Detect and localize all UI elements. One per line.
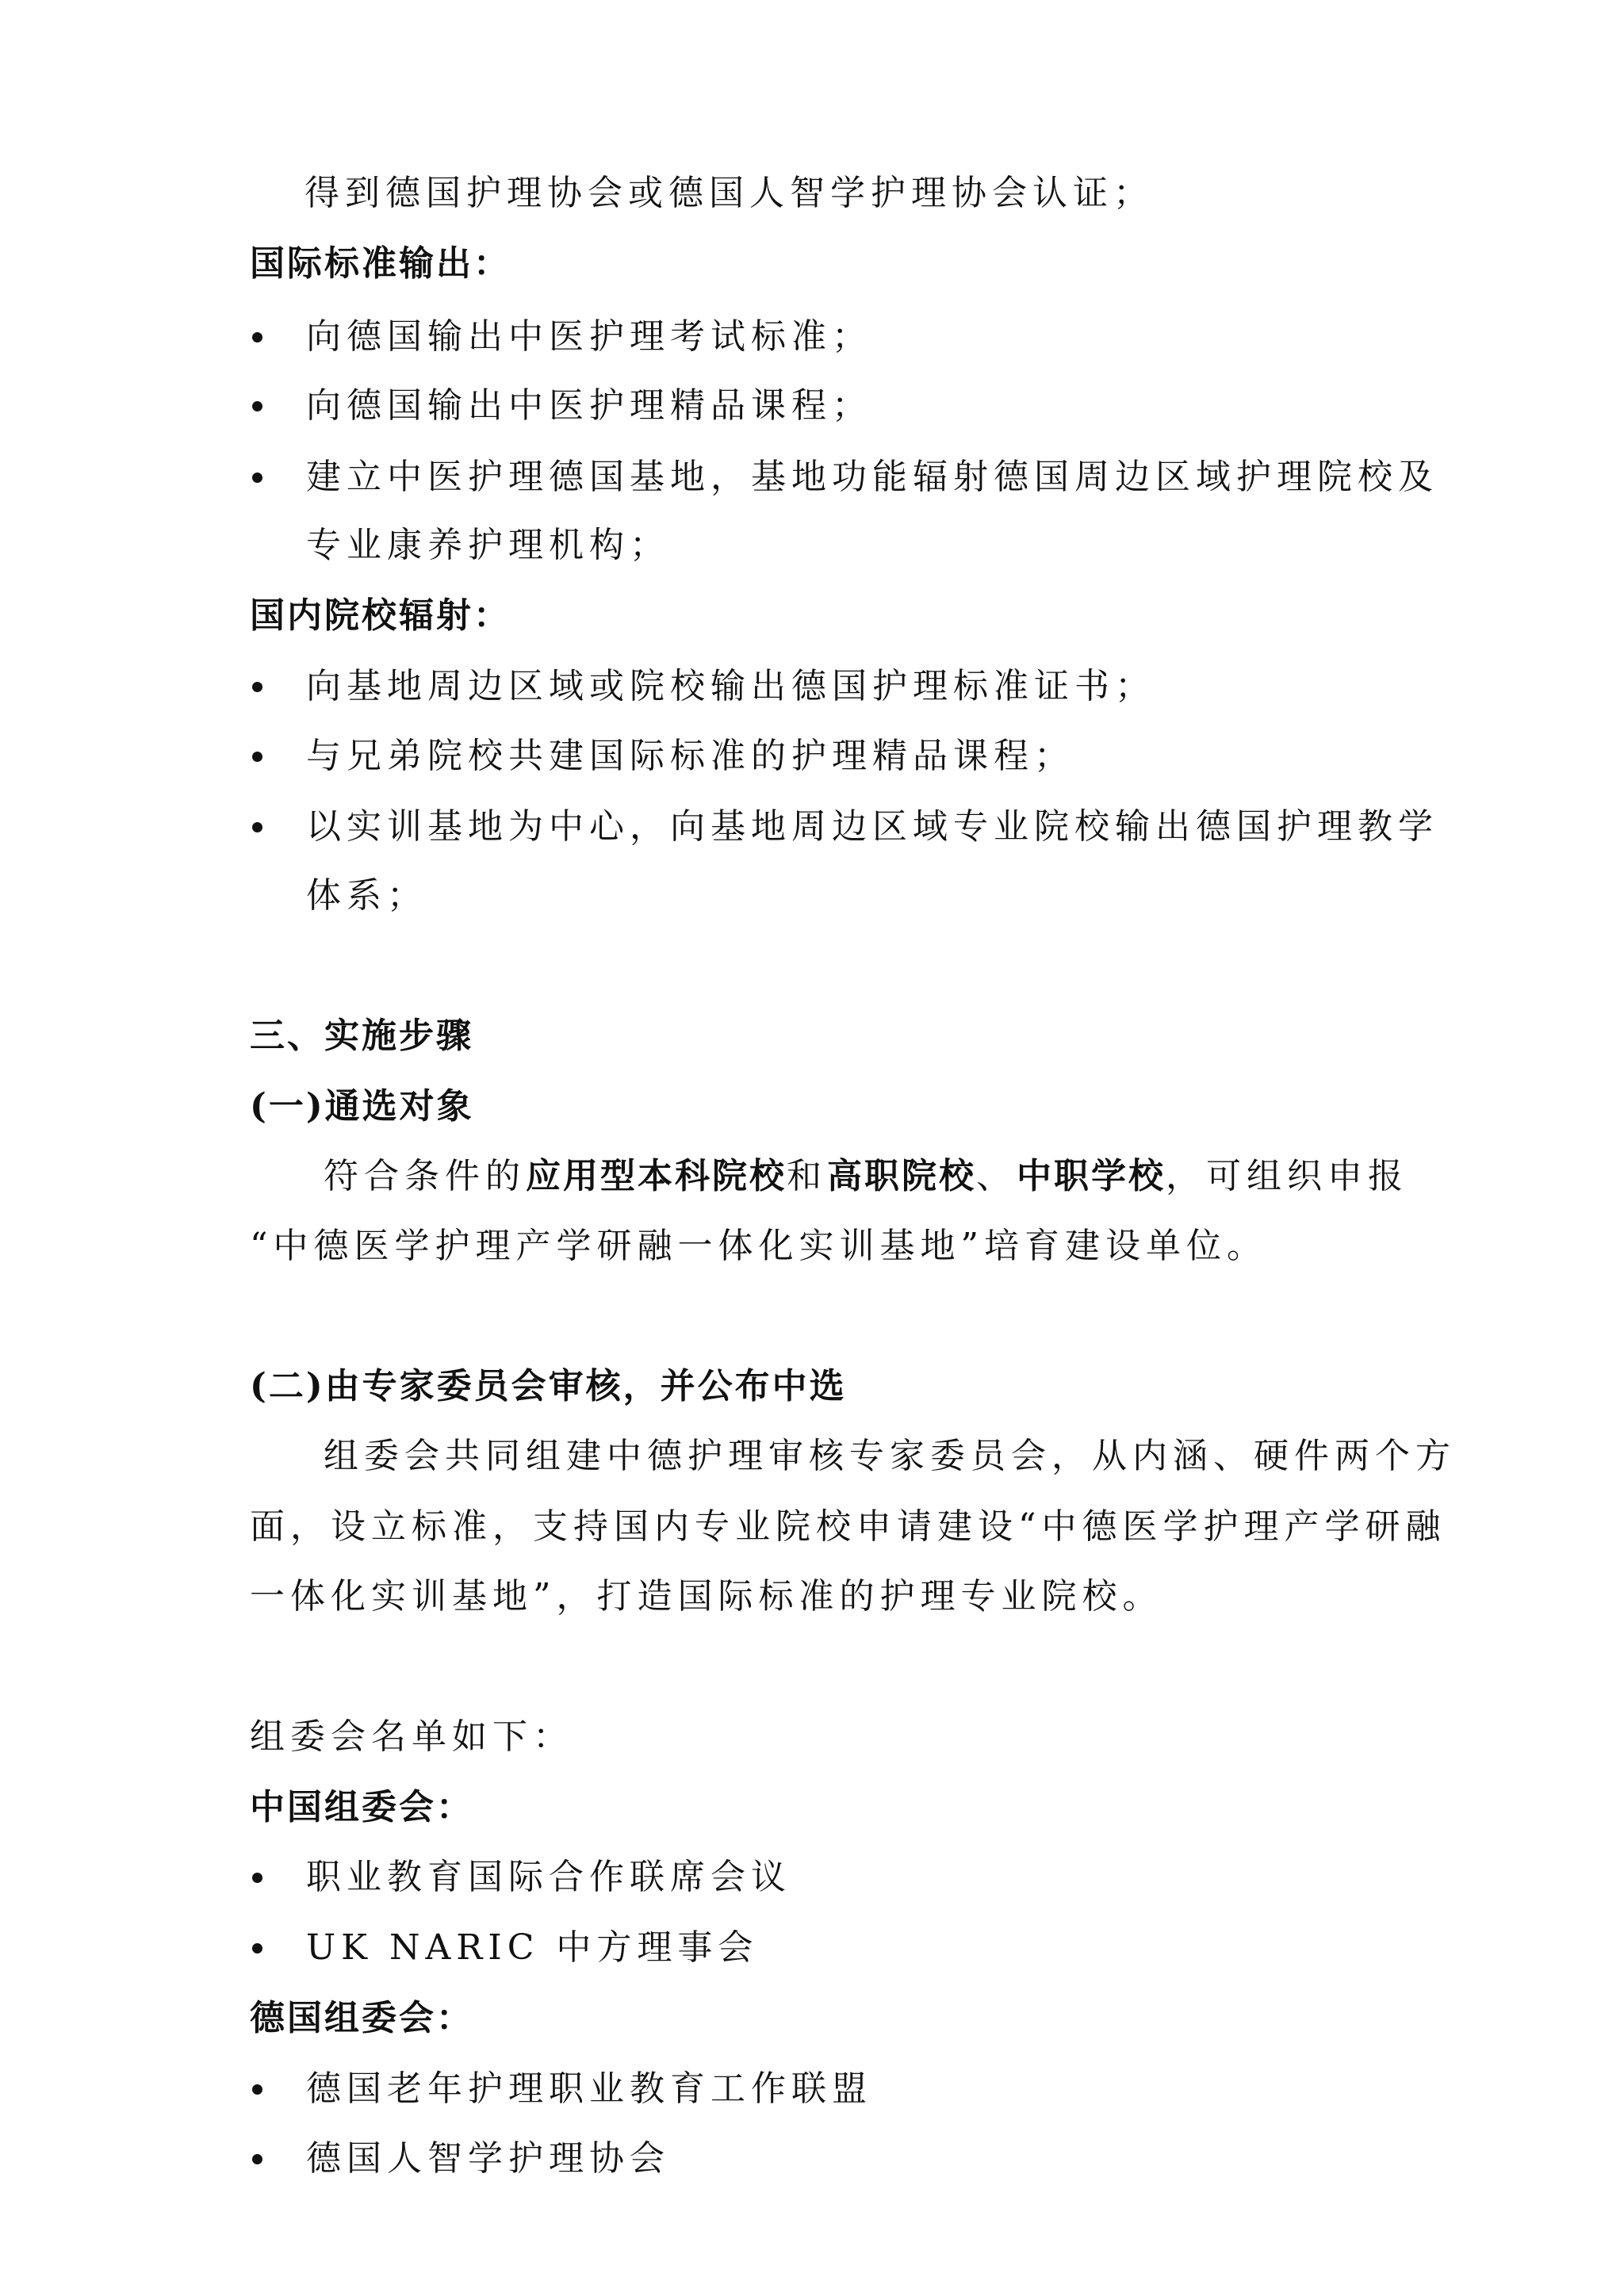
bullet-icon [252,401,262,411]
bullet-icon [252,752,262,762]
list-item: 德国人智学护理协会 [306,2138,670,2179]
list-item: 与兄弟院校共建国际标准的护理精品课程； [306,736,1074,776]
domestic-heading: 国内院校辐射： [250,595,511,636]
bullet-icon [252,2154,262,2164]
text-span: 和 [787,1156,827,1196]
bullet-icon [252,1873,262,1883]
text-span: 、 [976,1156,1017,1196]
international-heading: 国际标准输出： [250,243,511,284]
paragraph-line [324,1153,1408,1200]
text-span: 符合条件的 [324,1156,526,1196]
subsection-heading: (二)由专家委员会审核，并公布中选 [250,1366,847,1406]
paragraph-line: “中德医学护理产学研融一体化实训基地”培育建设单位。 [250,1226,1267,1266]
list-item: 德国老年护理职业教育工作联盟 [306,2068,872,2109]
bullet-icon [252,332,262,342]
subsection-heading: (一)通选对象 [250,1086,474,1127]
list-item: 职业教育国际合作联席会议 [306,1857,791,1897]
bullet-icon [252,822,262,832]
bold-term: 应用型本科院校 [526,1156,787,1196]
germany-committee-heading: 德国组委会： [250,1998,473,2038]
bullet-icon [252,1943,262,1954]
text-span: ，可组织申报 [1166,1156,1408,1196]
committee-intro: 组委会名单如下： [250,1716,573,1757]
paragraph-line: 面，设立标准，支持国内专业院校申请建设“中德医学护理产学研融 [250,1506,1446,1547]
bullet-icon [252,682,262,692]
paragraph-line: 一体化实训基地”，打造国际标准的护理专业院校。 [250,1576,1163,1617]
intro-line: 得到德国护理协会或德国人智学护理协会认证； [304,173,1154,213]
bold-term: 高职院校 [827,1156,976,1196]
list-item: 以实训基地为中心，向基地周边区域专业院校输出德国护理教学 [306,806,1438,847]
list-item-continuation: 体系； [306,875,427,916]
bullet-icon [252,2084,262,2095]
bold-term: 中职学校 [1017,1156,1166,1196]
list-item-continuation: 专业康养护理机构； [306,525,670,565]
paragraph-line: 组委会共同组建中德护理审核专家委员会，从内涵、硬件两个方 [324,1436,1456,1476]
list-item: 建立中医护理德国基地，基地功能辐射德国周边区域护理院校及 [306,457,1438,497]
section-heading: 三、实施步骤 [250,1016,473,1056]
list-item: 向德国输出中医护理精品课程； [306,385,872,426]
bullet-icon [252,473,262,483]
list-item: 向基地周边区域或院校输出德国护理标准证书； [306,666,1155,706]
list-item: UK NARIC 中方理事会 [306,1927,759,1968]
china-committee-heading: 中国组委会： [250,1787,473,1827]
list-item: 向德国输出中医护理考试标准； [306,316,872,357]
